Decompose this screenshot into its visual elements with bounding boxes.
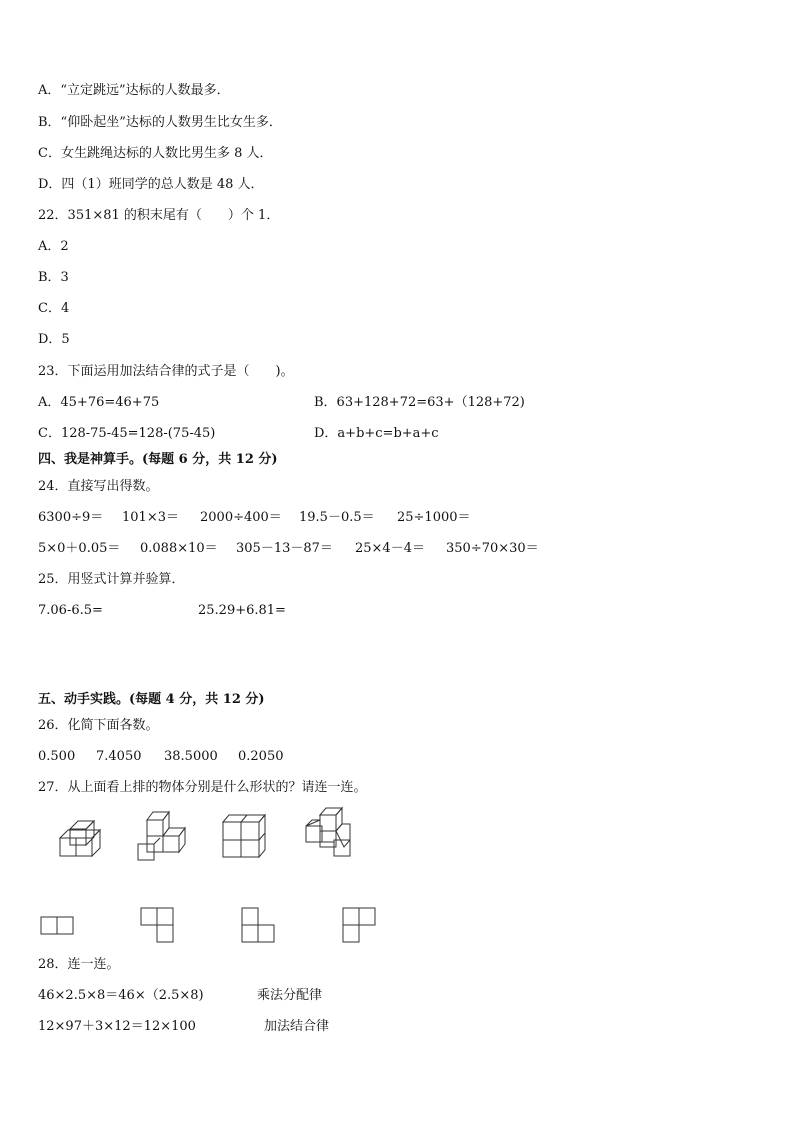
q21-option-a: A．“立定跳远”达标的人数最多． [38,83,230,98]
q24-expr: 350÷70×30＝ [446,541,539,556]
q23-option-d: D．a+b+c=b+a+c [314,426,439,441]
q28-expression: 46×2.5×8＝46×（2.5×8) [38,988,204,1003]
q23-option-a: A．45+76=46+75 [38,395,160,410]
q24-expr: 2000÷400＝ [200,510,282,525]
q25-item: 7.06-6.5= [38,603,103,618]
top-view-3 [242,908,274,942]
q24-expr: 101×3＝ [122,510,179,525]
q26-number: 0.500 [38,749,76,764]
q23-option-b: B．63+128+72=63+（128+72) [314,395,525,410]
q22-option-c: C．4 [38,301,70,316]
cube-solid-1 [60,821,100,856]
q24-expr: 6300÷9＝ [38,510,104,525]
q28-law: 乘法分配律 [257,988,323,1003]
cube-solid-2 [138,812,185,860]
q22-stem: 22．351×81 的积末尾有（ ）个 1． [38,208,280,223]
q26-number: 0.2050 [238,749,284,764]
cube-solid-4 [306,808,350,856]
q24-expr: 305－13－87＝ [236,541,333,556]
q24-expr: 0.088×10＝ [140,541,218,556]
q26-stem: 26．化简下面各数。 [38,718,159,733]
q28-stem: 28．连一连。 [38,957,120,972]
q26-number: 7.4050 [96,749,142,764]
q24-expr: 25÷1000＝ [397,510,471,525]
q23-option-c: C．128-75-45=128-(75-45) [38,426,216,441]
q26-number: 38.5000 [164,749,218,764]
q21-option-b: B．“仰卧起坐”达标的人数男生比女生多． [38,115,282,130]
q28-law: 加法结合律 [264,1019,330,1034]
q21-option-d: D．四（1）班同学的总人数是 48 人． [38,177,264,192]
q28-expression: 12×97＋3×12＝12×100 [38,1019,196,1034]
top-view-1 [41,917,73,934]
q22-option-b: B．3 [38,270,69,285]
q23-stem: 23．下面运用加法结合律的式子是（ )。 [38,364,294,379]
q22-option-d: D．5 [38,332,70,347]
q22-option-a: A．2 [38,239,69,254]
q27-stem: 27．从上面看上排的物体分别是什么形状的？请连一连。 [38,780,367,795]
q24-expr: 19.5－0.5＝ [299,510,375,525]
top-view-4 [343,908,375,942]
section5-title: 五、动手实践。(每题 4 分，共 12 分) [38,692,265,707]
q25-item: 25.29+6.81= [198,603,286,618]
top-view-2 [141,908,173,942]
q21-option-c: C．女生跳绳达标的人数比男生多 8 人． [38,146,273,161]
q24-expr: 25×4－4＝ [355,541,425,556]
section4-title: 四、我是神算手。(每题 6 分，共 12 分) [38,452,278,467]
q24-stem: 24．直接写出得数。 [38,479,159,494]
cube-solid-3 [223,815,265,857]
q25-stem: 25．用竖式计算并验算． [38,572,185,587]
q24-expr: 5×0＋0.05＝ [38,541,121,556]
